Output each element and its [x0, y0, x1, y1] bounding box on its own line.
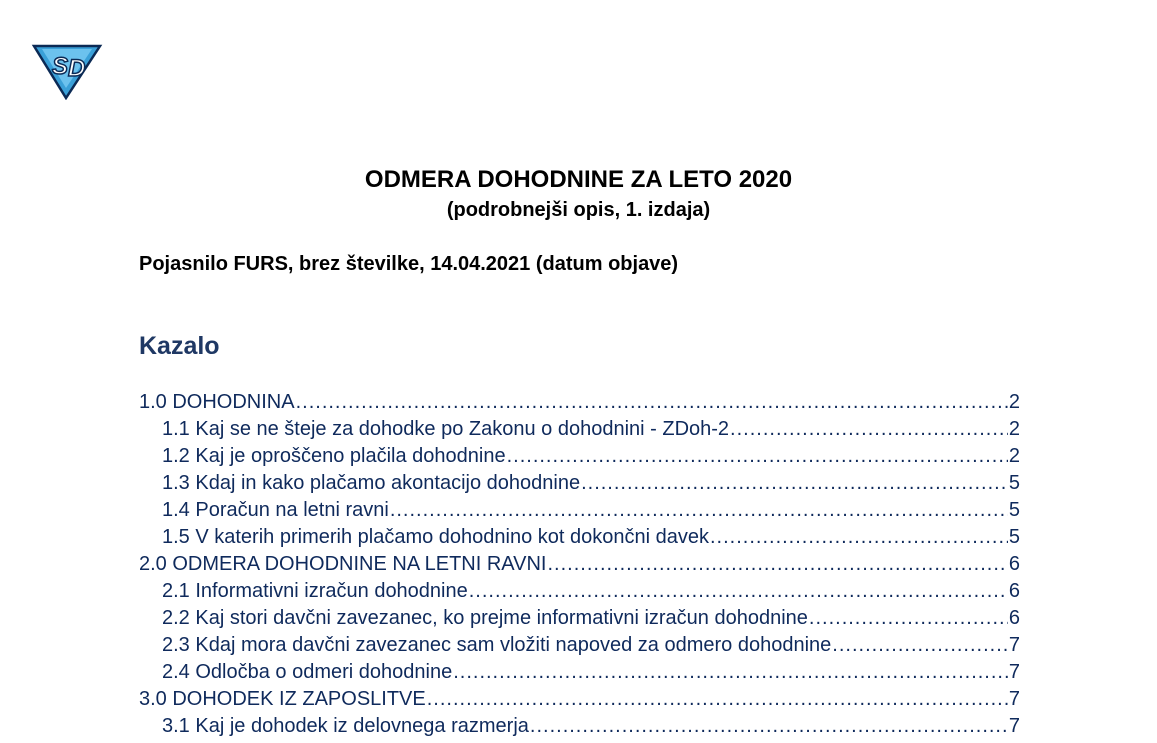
toc-leader-dots: [469, 578, 1008, 605]
toc-entry-text: 1.2 Kaj je oproščeno plačila dohodnine: [162, 445, 506, 467]
toc-entry-page: 6: [1008, 553, 1020, 575]
toc-entry-text: 3.1 Kaj je dohodek iz delovnega razmerja: [162, 715, 529, 737]
toc-entry-page: 7: [1008, 688, 1020, 710]
toc-entry[interactable]: [139, 659, 1020, 686]
toc-entry-text: 2.0 ODMERA DOHODNINE NA LETNI RAVNI: [139, 553, 547, 575]
toc-heading: Kazalo: [139, 332, 220, 360]
toc-leader-dots: [832, 632, 1008, 659]
toc-entry[interactable]: [139, 470, 1020, 497]
toc-entry[interactable]: [139, 713, 1020, 740]
toc-entry-text: 1.0 DOHODNINA: [139, 391, 295, 413]
toc-entry-text: 1.4 Poračun na letni ravni: [162, 499, 389, 521]
document-title: ODMERA DOHODNINE ZA LETO 2020: [364, 166, 793, 193]
toc-leader-dots: [548, 551, 1008, 578]
toc-entry-text: 1.3 Kdaj in kako plačamo akontacijo dohodnine: [162, 472, 581, 494]
toc-entry-page: 2: [1008, 391, 1020, 413]
table-of-contents: [139, 389, 1020, 740]
toc-leader-dots: [507, 443, 1008, 470]
toc-leader-dots: [296, 389, 1008, 416]
toc-entry[interactable]: [139, 524, 1020, 551]
document-subtitle: (podrobnejši opis, 1. izdaja): [446, 199, 711, 221]
toc-entry-page: 5: [1008, 472, 1020, 494]
toc-leader-dots: [453, 659, 1008, 686]
toc-entry-text: 2.1 Informativni izračun dohodnine: [162, 580, 468, 602]
toc-leader-dots: [730, 416, 1008, 443]
toc-entry-text: 2.2 Kaj stori davčni zavezanec, ko prejme informativni izračun dohodnine: [162, 607, 808, 629]
toc-entry-page: 5: [1008, 499, 1020, 521]
toc-entry[interactable]: [139, 551, 1020, 578]
toc-entry[interactable]: [139, 497, 1020, 524]
toc-leader-dots: [390, 497, 1008, 524]
toc-leader-dots: [530, 713, 1008, 740]
toc-entry-page: 6: [1008, 607, 1020, 629]
toc-leader-dots: [710, 524, 1008, 551]
toc-entry-text: 1.1 Kaj se ne šteje za dohodke po Zakonu o dohodnini - ZDoh-2: [162, 418, 730, 440]
svg-text:S: S: [52, 53, 69, 80]
toc-entry-page: 7: [1008, 715, 1020, 737]
toc-entry-page: 2: [1008, 418, 1020, 440]
toc-entry[interactable]: [139, 389, 1020, 416]
toc-entry-text: 3.0 DOHODEK IZ ZAPOSLITVE: [139, 688, 426, 710]
toc-entry[interactable]: [139, 632, 1020, 659]
toc-entry[interactable]: [139, 605, 1020, 632]
toc-entry[interactable]: [139, 443, 1020, 470]
toc-entry-text: 1.5 V katerih primerih plačamo dohodnino kot dokončni davek: [162, 526, 709, 548]
toc-leader-dots: [427, 686, 1008, 713]
toc-entry-page: 7: [1008, 634, 1020, 656]
sd-diamond-logo: [30, 40, 104, 100]
toc-entry-page: 7: [1008, 661, 1020, 683]
toc-entry[interactable]: [139, 686, 1020, 713]
toc-entry-page: 2: [1008, 445, 1020, 467]
toc-entry-text: 2.3 Kdaj mora davčni zavezanec sam vložiti napoved za odmero dohodnine: [162, 634, 832, 656]
toc-entry-page: 5: [1008, 526, 1020, 548]
toc-entry[interactable]: [139, 416, 1020, 443]
svg-text:D: D: [68, 55, 86, 82]
toc-leader-dots: [581, 470, 1008, 497]
toc-entry-page: 6: [1008, 580, 1020, 602]
toc-leader-dots: [809, 605, 1008, 632]
toc-entry-text: 2.4 Odločba o odmeri dohodnine: [162, 661, 453, 683]
source-line: Pojasnilo FURS, brez številke, 14.04.2021 (datum objave): [139, 253, 679, 275]
toc-entry[interactable]: [139, 578, 1020, 605]
